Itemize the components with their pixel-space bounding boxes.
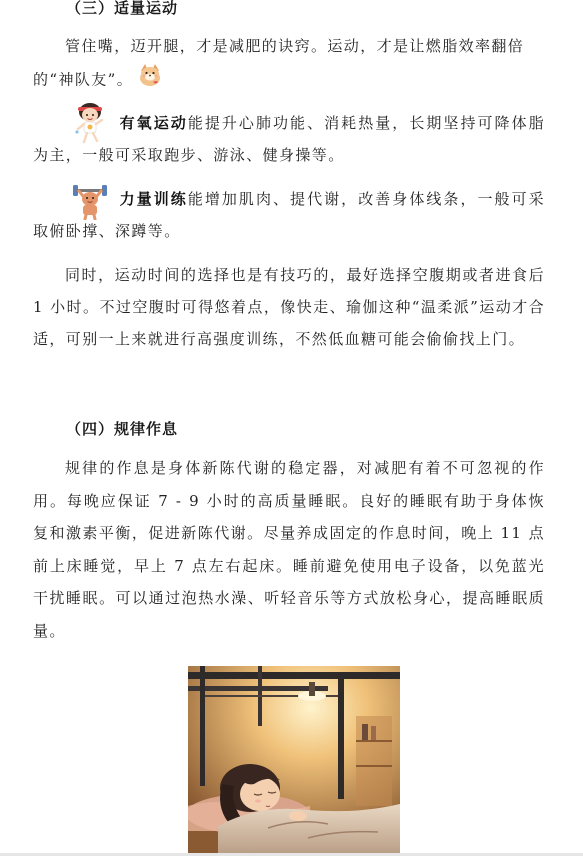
paragraph-exercise-intro bbox=[33, 30, 545, 99]
intro-line-1: 管住嘴，迈开腿，才是减肥的诀窍。运动，才是让燃脂效率翻倍 bbox=[65, 37, 525, 55]
section-heading-sleep: （四）规律作息 bbox=[66, 420, 179, 438]
aerobic-term: 有氧运动 bbox=[119, 114, 188, 132]
intro-line-2 bbox=[33, 62, 545, 99]
intro-line-2-text: 的“神队友”。 bbox=[33, 70, 134, 89]
paragraph-exercise-timing: 同时，运动时间的选择也是有技巧的，最好选择空腹期或者进食后 1 小时。不过空腹时可得悠着点，像快走、瑜伽这种“温柔派”运动才合适，可别一上来就进行高强度训练，不然低血糖可能会偷偷找上门。 bbox=[33, 266, 545, 348]
paragraph-aerobic bbox=[33, 107, 545, 171]
section-heading-exercise: （三）适量运动 bbox=[66, 0, 179, 17]
paragraph-sleep: 规律的作息是身体新陈代谢的稳定器，对减肥有着不可忽视的作用。每晚应保证 7 - 9 小时的高质量睡眠。良好的睡眠有助于身体恢复和激素平衡，促进新陈代谢。尽量养成固定的作息时间，晚上 11 点前上床睡觉，早上 7 点左右起床。睡前避免使用电子设备，以免蓝光干扰睡眠。可以通过泡热水澡、听轻音乐等方式放松身心，提高睡眠质量。 bbox=[33, 459, 545, 640]
strength-text: 能增加肌肉、提代谢，改善身体线条，一般可采取俯卧撑、深蹲等。 bbox=[33, 190, 546, 240]
aerobic-text: 能提升心肺功能、消耗热量，长期坚持可降体脂为主，一般可采取跑步、游泳、健身操等。 bbox=[33, 114, 546, 164]
strength-term: 力量训练 bbox=[119, 190, 188, 208]
shiba-dog-icon bbox=[137, 62, 163, 99]
paragraph-strength bbox=[33, 183, 545, 247]
sleeping-girl-illustration bbox=[188, 666, 400, 856]
